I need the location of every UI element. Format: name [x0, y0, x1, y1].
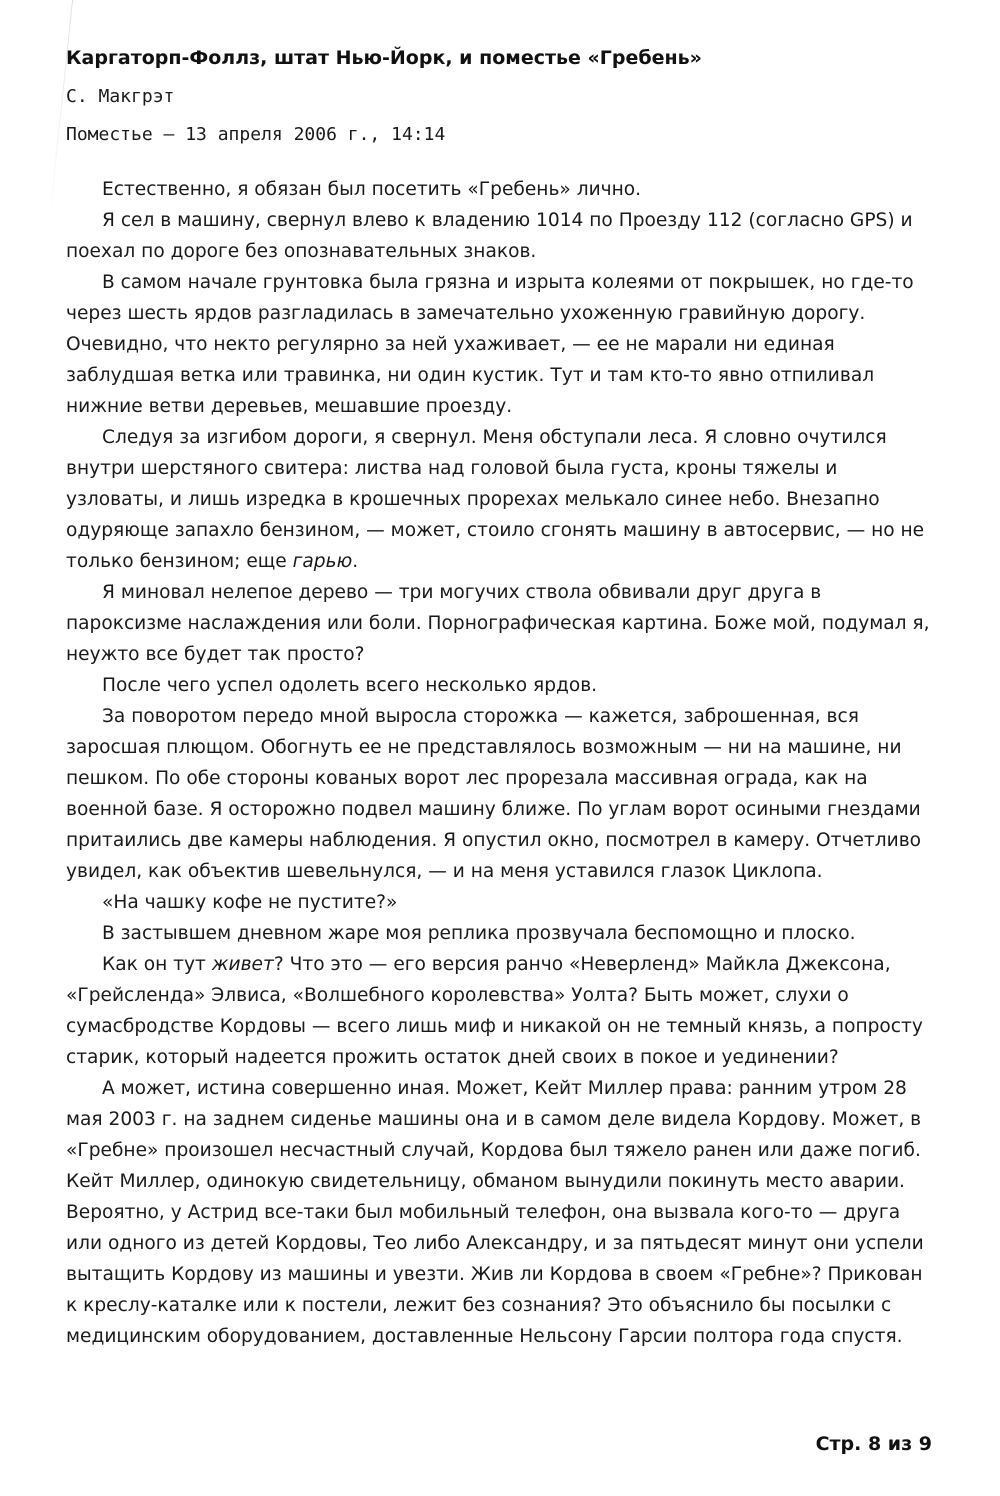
dateline: Поместье — 13 апреля 2006 г., 14:14	[66, 124, 446, 145]
paragraph: А может, истина совершенно иная. Может, Кейт Миллер права: ранним утром 28 мая 2003 г. на заднем сиденье машины она и в самом деле видела Кордову. Может, в «Гребне» произошел несчастный случай, Кордова был тяжело ранен или даже погиб. Кейт Миллер, одинокую свидетельницу, обманом вынудили покинуть место аварии. Вероятно, у Астрид все-таки был мобильный телефон, она вызвала кого-то — друга или одного из детей Кордовы, Тео либо Александру, и за пятьдесят минут они успели вытащить Кордову из машины и увезти. Жив ли Кордова в своем «Гребне»? Прикован к креслу-каталке или к постели, лежит без сознания? Это объяснило бы посылки с медицинским оборудованием, доставленные Нельсону Гарсии полтора года спустя.	[66, 1078, 924, 1347]
paragraph: В застывшем дневном жаре моя реплика прозвучала беспомощно и плоско.	[102, 923, 856, 944]
document-title: Каргаторп-Фоллз, штат Нью-Йорк, и поместье «Гребень»	[66, 47, 702, 69]
paragraph: Я миновал нелепое дерево — три могучих ствола обвивали друг друга в пароксизме наслаждения или боли. Порнографическая картина. Боже мой, подумал я, неужто все будет так просто?	[66, 582, 930, 665]
italic-word: гарью	[292, 551, 353, 572]
paragraph: Как он тут живет? Что это — его версия ранчо «Неверленд» Майкла Джексона, «Грейсленда» Элвиса, «Волшебного королевства» Уолта? Быть может, слухи о сумасбродстве Кордовы — всего лишь миф и никакой он не темный князь, а попросту старик, который надеется прожить остаток дней своих в покое и уединении?	[66, 954, 923, 1068]
paragraph: После чего успел одолеть всего несколько ярдов.	[102, 675, 598, 696]
paragraph: В самом начале грунтовка была грязна и изрыта колеями от покрышек, но где-то через шесть ярдов разгладилась в замечательно ухоженную гравийную дорогу. Очевидно, что некто регулярно за ней ухаживает, — ее не марали ни единая заблудшая ветка или травинка, ни один кустик. Тут и там кто-то явно отпиливал нижние ветви деревьев, мешавшие проезду.	[66, 272, 914, 417]
page-number: Стр. 8 из 9	[815, 1433, 932, 1455]
paragraph: Я сел в машину, свернул влево к владению 1014 по Проезду 112 (согласно GPS) и поехал по дороге без опознавательных знаков.	[66, 210, 913, 262]
paragraph: Следуя за изгибом дороги, я свернул. Меня обступали леса. Я словно очутился внутри шерстяного свитера: листва над головой была густа, кроны тяжелы и узловаты, и лишь изредка в крошечных прорехах мелькало синее небо. Внезапно одуряюще запахло бензином, — может, стоило сгонять машину в автосервис, — но не только бензином; еще гарью.	[66, 427, 925, 572]
document-body	[66, 174, 934, 1352]
paragraph: Естественно, я обязан был посетить «Гребень» лично.	[102, 179, 642, 200]
paragraph: За поворотом передо мной выросла сторожка — кажется, заброшенная, вся заросшая плющом. Обогнуть ее не представлялось возможным — ни на машине, ни пешком. По обе стороны кованых ворот лес прорезала массивная ограда, как на военной базе. Я осторожно подвел машину ближе. По углам ворот осиными гнездами притаились две камеры наблюдения. Я опустил окно, посмотрел в камеру. Отчетливо увидел, как объектив шевельнулся, — и на меня уставился глазок Циклопа.	[66, 706, 922, 882]
paragraph: «На чашку кофе не пустите?»	[102, 892, 398, 913]
italic-word: живет	[211, 954, 274, 975]
author-line: С. Макгрэт	[66, 86, 175, 107]
